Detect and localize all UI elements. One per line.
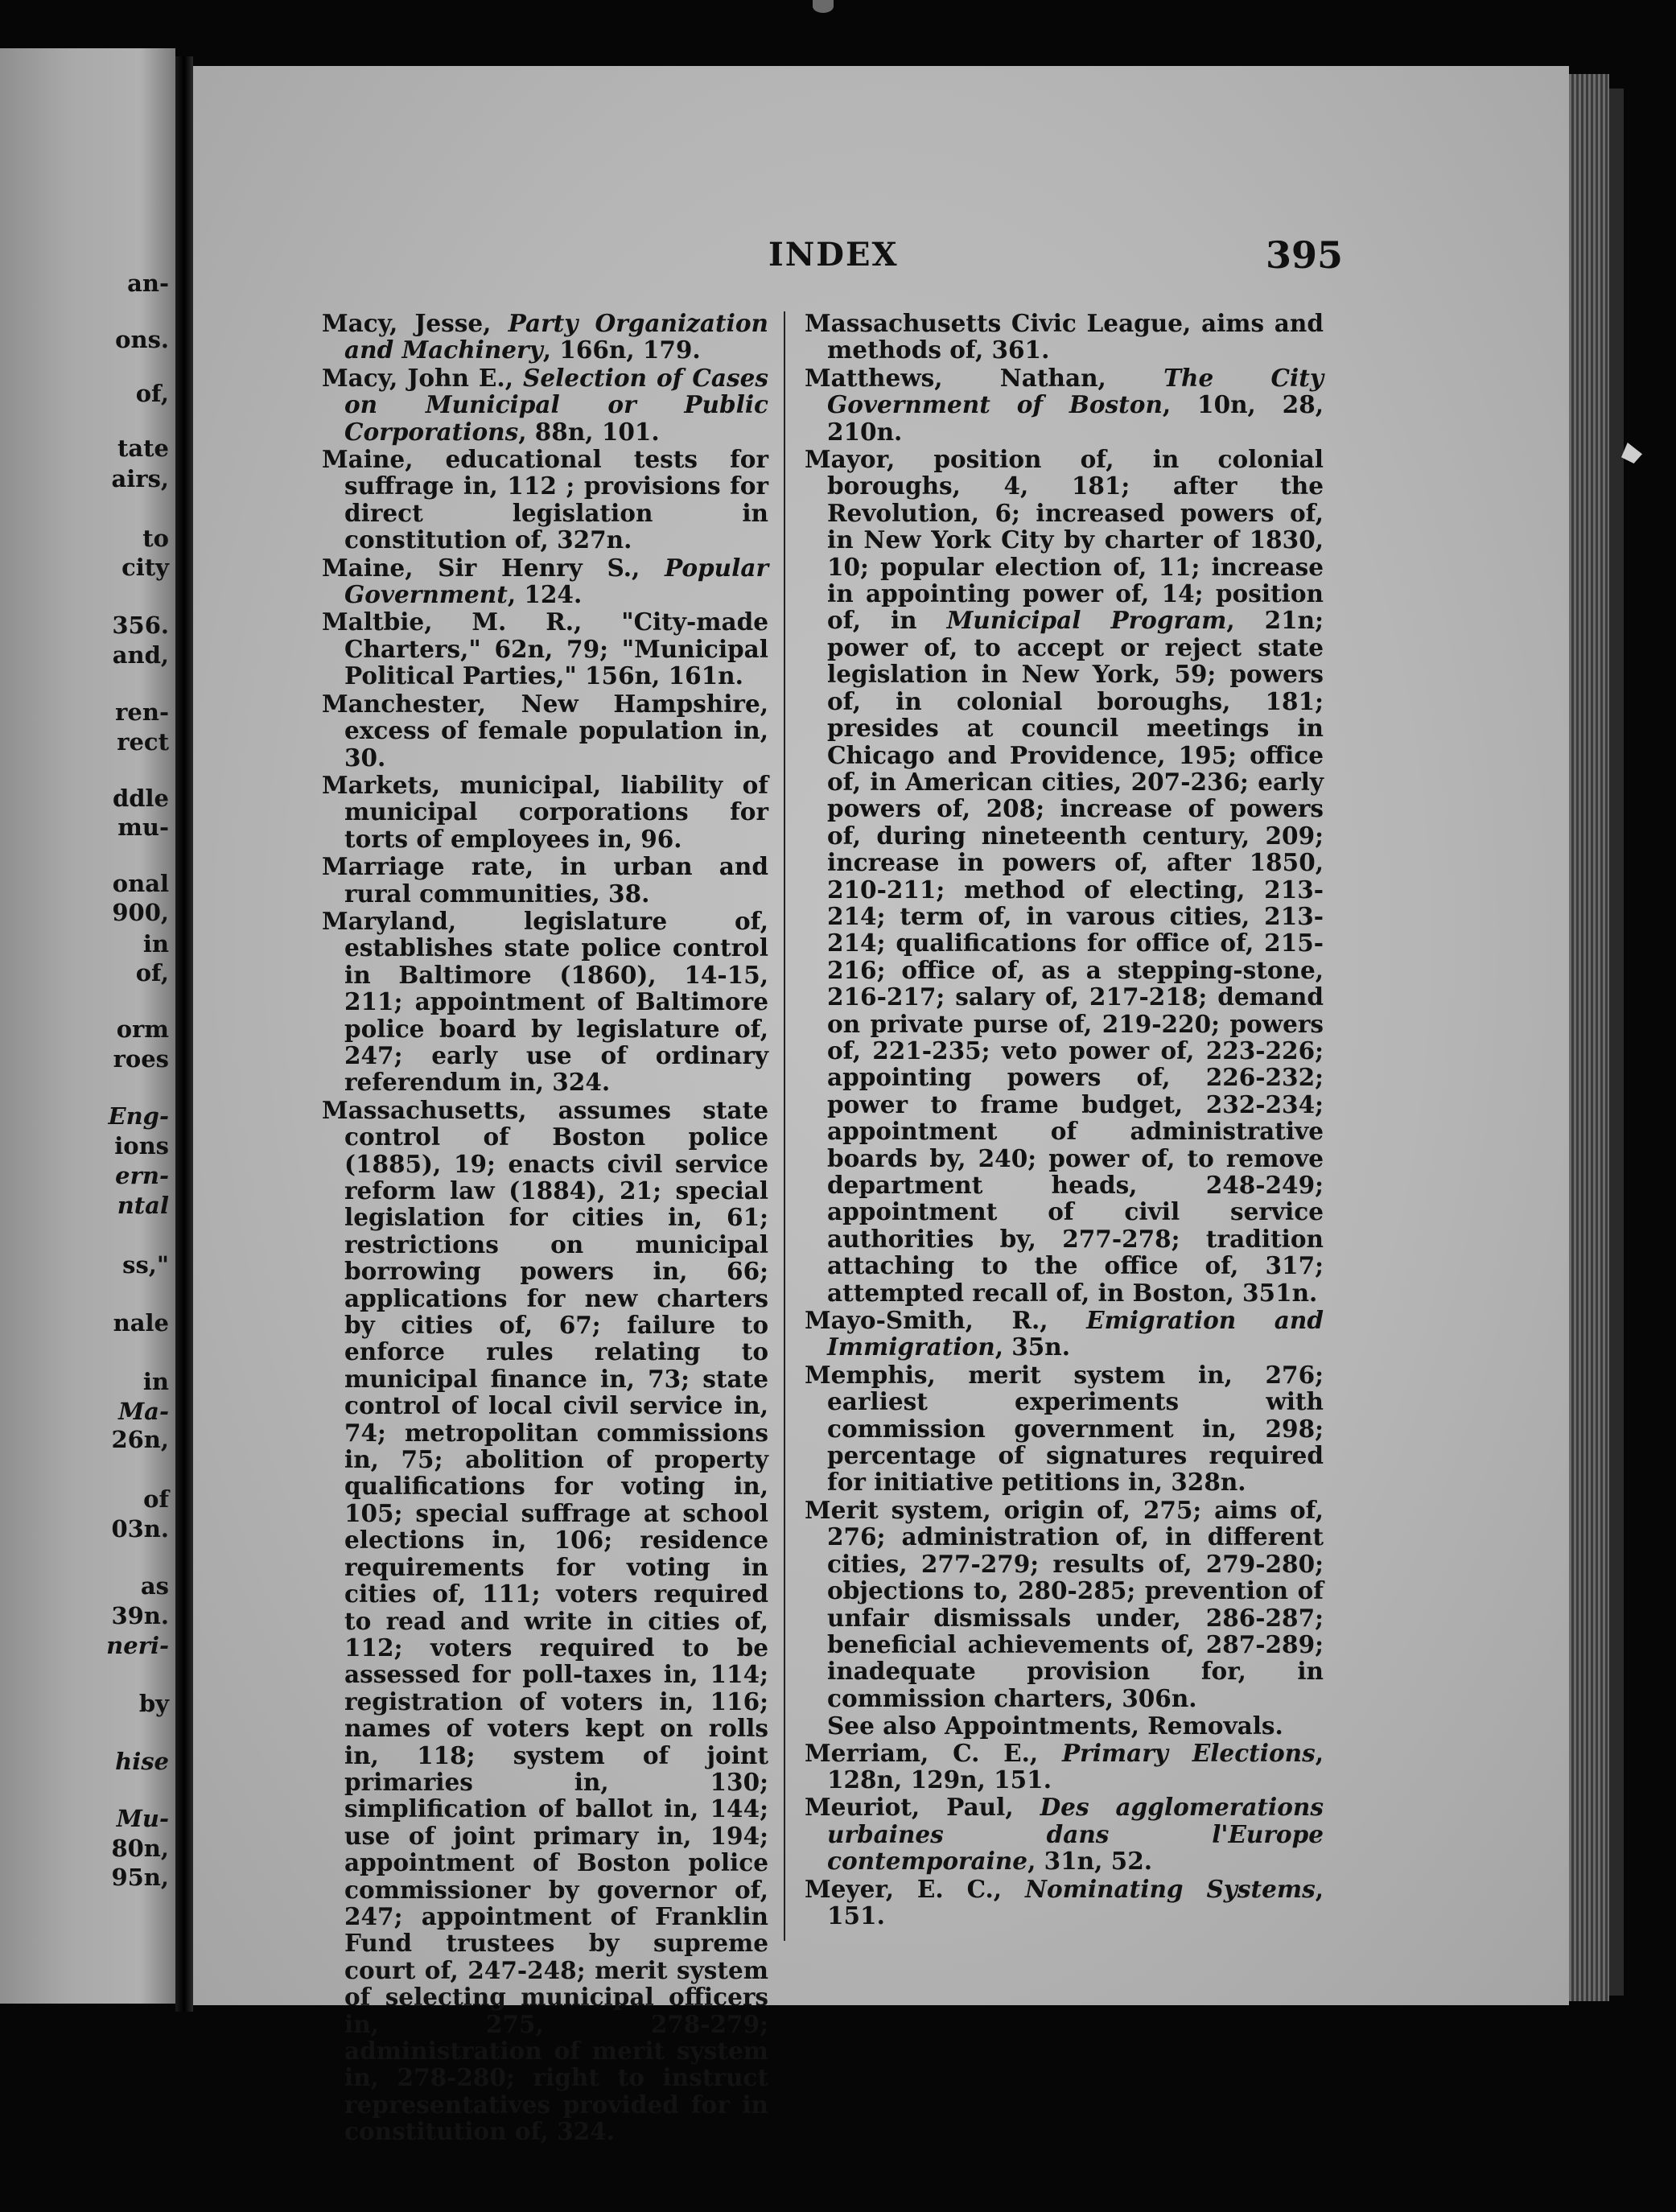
facing-page-text-fragment: of, <box>135 959 169 987</box>
index-column-left <box>322 310 768 2146</box>
entry-text: Markets, municipal, liability of municipal corporations for torts of employees in, 96. <box>322 770 768 853</box>
facing-page-text-fragment: 356. <box>112 612 169 639</box>
book-cover-edge <box>1609 89 1624 1996</box>
entry-work-title: Primary Elections <box>1061 1738 1316 1767</box>
entry-references: , 31n, 52. <box>1027 1847 1152 1876</box>
index-entry <box>805 1876 1324 1930</box>
entry-work-title: Emigration and Immigration <box>827 1306 1324 1361</box>
facing-page-text-fragment: onal <box>112 870 169 897</box>
entry-text: Maine, Sir Henry S., <box>322 553 665 582</box>
see-also-line: See also Appointments, Removals. <box>827 1712 1283 1740</box>
entry-text: Maine, educational tests for suffrage in, 112 ; provisions for direct legislation in constitution of, 327n. <box>322 445 768 554</box>
facing-page-text-fragment: 900, <box>112 899 169 926</box>
entry-references: , 128n, 129n, 151. <box>827 1738 1324 1794</box>
facing-page-text-fragment: Eng- <box>108 1102 169 1130</box>
facing-page-text-fragment: hise <box>115 1748 169 1775</box>
entry-text: Maltbie, M. R., "City-made Charters," 62n, 79; "Municipal Political Parties," 156n, 161n. <box>322 608 768 690</box>
entry-text: Memphis, merit system in, 276; earliest experiments with commission government in, 298; percentage of signatures required for initiative petitions in, 328n. <box>805 1360 1324 1497</box>
entry-references: , 151. <box>827 1874 1324 1930</box>
index-entry <box>805 310 1324 364</box>
index-entry <box>322 608 768 689</box>
facing-page-text-fragment: Mu- <box>116 1805 169 1832</box>
facing-page-text-fragment: in <box>142 1368 169 1395</box>
facing-page-text-fragment: ons. <box>115 326 169 353</box>
index-entry <box>805 446 1324 1306</box>
facing-page-text-fragment: 26n, <box>111 1426 169 1453</box>
entry-work-title: Popular Government <box>344 553 768 609</box>
index-entry <box>805 1361 1324 1496</box>
facing-page-text-fragment: ions <box>114 1132 169 1160</box>
entry-text: Meyer, E. C., <box>805 1874 1025 1903</box>
facing-page-text-fragment: ss," <box>122 1251 169 1279</box>
index-entry <box>322 853 768 907</box>
page-number: 395 <box>1266 233 1344 277</box>
facing-page-text-fragment: in <box>142 930 169 958</box>
entry-text: Marriage rate, in urban and rural communities, 38. <box>322 852 768 908</box>
index-entry <box>322 310 768 364</box>
facing-page-text-fragment: as <box>140 1572 169 1600</box>
facing-page-text-fragment: 80n, <box>111 1835 169 1862</box>
entry-text: Mayor, position of, in colonial boroughs, 4, 181; after the Revolution, 6; increased powers of, in New York City by charter of 1830, 10; popular election of, 11; increase in appointing power of, 14; position of, in <box>805 445 1324 635</box>
running-head: INDEX <box>768 236 899 274</box>
scan-artifact <box>813 0 834 13</box>
entry-references: , 124. <box>507 580 583 609</box>
facing-page-text-fragment: an- <box>127 270 169 297</box>
facing-page-text-fragment: orm <box>116 1015 169 1043</box>
index-entry <box>322 446 768 554</box>
facing-page-text-fragment: nale <box>113 1309 169 1337</box>
entry-text: Macy, John E., <box>322 363 524 392</box>
facing-page-text-fragment: neri- <box>106 1632 169 1659</box>
index-entry <box>805 1740 1324 1794</box>
facing-page-text-fragment: Ma- <box>118 1398 169 1425</box>
facing-page-text-fragment: and, <box>112 641 169 669</box>
entry-text: Massachusetts Civic League, aims and methods of, 361. <box>805 309 1324 365</box>
entry-text: Merit system, origin of, 275; aims of, 276; administration of, in different cities, 277-279; results of, 279-280; objections to, 280-285; prevention of unfair dismissals under, 286-287; beneficial achievements of, 287-289; inadequate provision for, in commission charters, 306n. <box>805 1495 1324 1712</box>
index-column-right <box>805 310 1324 1930</box>
entry-work-title: Selection of Cases on Municipal or Public Corporations <box>344 363 769 446</box>
index-entry <box>322 1097 768 2145</box>
index-entry <box>322 908 768 1096</box>
index-entry <box>805 1497 1324 1712</box>
facing-page-text-fragment: rect <box>117 728 169 756</box>
facing-page-text-fragment: ren- <box>115 698 169 726</box>
facing-page-text-fragment: ntal <box>117 1192 169 1219</box>
facing-page-text-fragment: 39n. <box>111 1602 169 1629</box>
entry-text: Manchester, New Hampshire, excess of female population in, 30. <box>322 689 768 772</box>
book-gutter <box>175 56 193 2012</box>
facing-page-text-fragment: ddle <box>112 785 169 812</box>
entry-references: , 166n, 179. <box>542 336 701 365</box>
entry-text: Macy, Jesse, <box>322 309 509 337</box>
facing-page-text-fragment: roes <box>113 1045 169 1073</box>
entry-references: , 88n, 101. <box>518 417 660 446</box>
entry-references: , 35n. <box>994 1333 1070 1361</box>
facing-page-text-fragment: of, <box>135 380 169 407</box>
facing-page-text-fragment: ern- <box>115 1162 169 1189</box>
entry-text: Matthews, Nathan, <box>805 363 1164 392</box>
column-divider <box>784 311 785 1941</box>
entry-text: Merriam, C. E., <box>805 1738 1062 1767</box>
index-entry <box>805 365 1324 445</box>
index-entry <box>322 554 768 608</box>
facing-page <box>0 48 175 2004</box>
facing-page-text-fragment: 95n, <box>111 1864 169 1891</box>
entry-text: Meuriot, Paul, <box>805 1793 1040 1822</box>
facing-page-text-fragment: by <box>138 1690 169 1717</box>
entry-work-title: The City Government of Boston <box>827 363 1324 419</box>
entry-text: Mayo-Smith, R., <box>805 1306 1087 1335</box>
entry-work-title: Party Organization and Machinery <box>344 309 769 365</box>
index-entry <box>322 772 768 852</box>
entry-work-title: Des agglomerations urbaines dans l'Europe contemporaine <box>827 1793 1324 1876</box>
facing-page-text-fragment: mu- <box>117 814 169 841</box>
facing-page-text-fragment: to <box>142 525 169 552</box>
facing-page-text-fragment: 03n. <box>111 1515 169 1543</box>
facing-page-text-fragment: airs, <box>111 465 169 492</box>
index-entry <box>805 1794 1324 1874</box>
index-entry <box>322 365 768 445</box>
facing-page-text-fragment: of <box>143 1485 169 1513</box>
entry-text: Maryland, legislature of, establishes state police control in Baltimore (1860), 14-15, 211; appointment of Baltimore police board by legislature of, 247; early use of ordinary referendum in, 324. <box>322 906 768 1097</box>
entry-work-title: Municipal Program <box>946 606 1227 635</box>
entry-references: , 21n; power of, to accept or reject state legislation in New York, 59; powers of, in colonial boroughs, 181; presides at council meetings in Chicago and Providence, 195; office of, in American cities, 207-236; early powers of, 208; increase of powers of, during nineteenth century, 209; increase in powers of, after 1850, 210-211; method of electing, 213-214; term of, in varous cities, 213-214; qualifications for office of, 215-216; office of, as a stepping-stone, 216-217; salary of, 217-218; demand on private purse of, 219-220; powers of, 221-235; veto power of, 223-226; appointing powers of, 226-232; power to frame budget, 232-234; appointment of administrative boards by, 240; power of, to remove department heads, 248-249; appointment of civil service authorities by, 277-278; tradition attaching to the office of, 317; attempted recall of, in Boston, 351n. <box>827 606 1324 1307</box>
facing-page-text-fragment: city <box>121 554 169 581</box>
index-entry <box>322 690 768 771</box>
entry-work-title: Nominating Systems <box>1025 1874 1316 1903</box>
entry-text: Massachusetts, assumes state control of Boston police (1885), 19; enacts civil service reform law (1884), 21; special legislation for cities in, 61; restrictions on municipal borrowing powers in, 66; applications for new charters by cities of, 67; failure to enforce rules relating to municipal finance in, 73; state control of local civil service in, 74; metropolitan commissions in, 75; abolition of property qualifications for voting in, 105; special suffrage at school elections in, 106; residence requirements for voting in cities of, 111; voters required to read and write in cities of, 112; voters required to be assessed for poll-taxes in, 114; registration of voters in, 116; names of voters kept on rolls in, 118; system of joint primaries in, 130; simplification of ballot in, 144; use of joint primary in, 194; appointment of Boston police commissioner by governor of, 247; appointment of Franklin Fund trustees by supreme court of, 247-248; merit system of selecting municipal officers in, 275, 278-279; administration of merit system in, 278-280; right to instruct representatives provided for in constitution of, 324. <box>322 1095 768 2146</box>
entry-references: , 10n, 28, 210n. <box>827 390 1324 446</box>
page-edges <box>1569 74 1609 2001</box>
facing-page-text-fragment: tate <box>117 435 169 462</box>
index-entry <box>805 1307 1324 1361</box>
